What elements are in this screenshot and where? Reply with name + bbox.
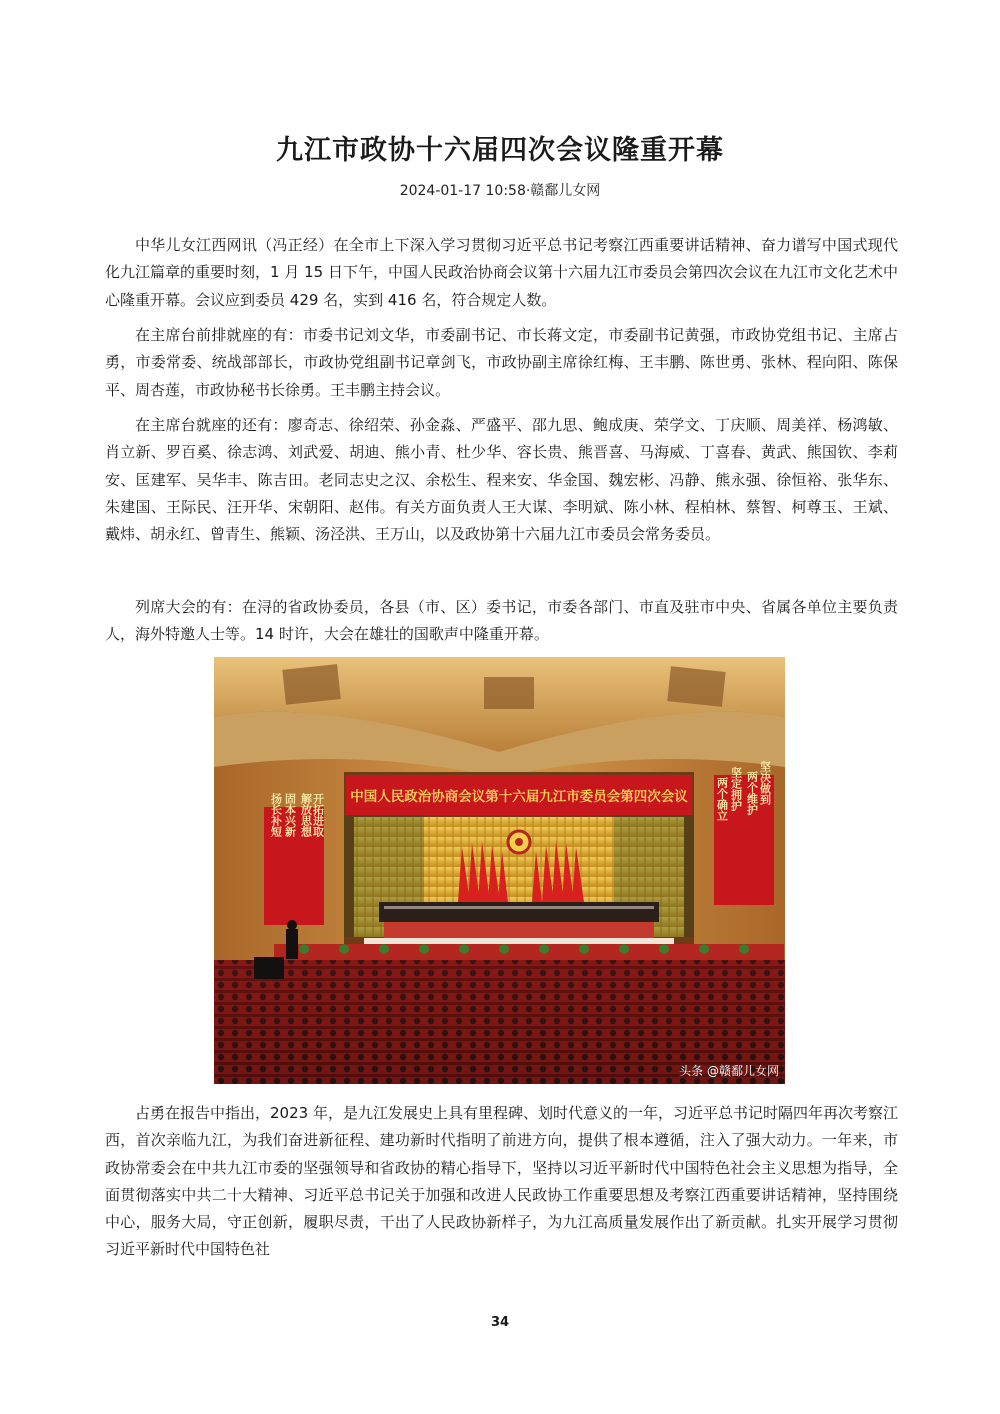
paragraph-attendees: 列席大会的有：在浔的省政协委员，各县（市、区）委书记，市委各部门、市直及驻市中央、省属各单位主要负责人，海外特邀人士等。14 时许，大会在雄壮的国歌声中隆重开幕。 [105, 598, 898, 644]
left-slogan-col1: 扬长补短 [269, 793, 283, 837]
left-slogan-col3: 解放思想 [299, 793, 313, 837]
paragraph-report: 占勇在报告中指出，2023 年，是九江发展史上具有里程碑、划时代意义的一年，习近平总书记时隔四年再次考察江西，首次亲临九江，为我们奋进新征程、建功新时代指明了前进方向，提供了根本遵循，注入了强大动力。一年来，市政协常委会在中共九江市委的坚强领导和省政协的精心指导下，坚持以习近平新时代中国特色社会主义思想为指导，全面贯彻落实中共二十大精神、习近平总书记关于加强和改进人民政协工作重要思想及考察江西重要讲话精神，坚持围绕中心，服务大局，守正创新，履职尽责，干出了人民政协新样子，为九江高质量发展作出了新贡献。扎实开展学习贯彻习近平新时代中国特色社 [105, 1104, 898, 1259]
article-meta: 2024-01-17 10:58·赣鄱儿女网 [399, 183, 601, 199]
right-slogan-col4: 两个确立 [715, 777, 729, 821]
article-title: 九江市政协十六届四次会议隆重开幕 [276, 135, 724, 166]
paragraph-rostrum: 在主席台就座的还有：廖奇志、徐绍荣、孙金淼、严盛平、邵九思、鲍成庚、荣学文、丁庆顺、周美祥、杨鸿敏、肖立新、罗百奚、徐志鸿、刘武爱、胡迪、熊小青、杜少华、容长贵、熊晋喜、马海威、丁喜春、黄武、熊国钦、李莉安、匡建军、吴华丰、陈吉田。老同志史之汉、余松生、程来安、华金国、魏宏彬、冯静、熊永强、徐恒裕、张华东、朱建国、王际民、汪开华、宋朝阳、赵伟。有关方面负责人王大谋、李明斌、陈小林、程柏林、蔡智、柯尊玉、王斌、戴炜、胡永红、曾青生、熊颖、汤泾洪、王万山，以及政协第十六届九江市委员会常务委员。 [105, 416, 898, 544]
conference-hall-photo [214, 657, 785, 1084]
paragraph-intro: 中华儿女江西网讯（冯正经）在全市上下深入学习贯彻习近平总书记考察江西重要讲话精神、奋力谱写中国式现代化九江篇章的重要时刻，1 月 15 日下午，中国人民政治协商会议第十六届九江市委员会第四次会议在九江市文化艺术中心隆重开幕。会议应到委员 429 名，实到 416 名，符合规定人数。 [105, 236, 898, 309]
right-slogan-col2: 两个维护 [745, 771, 759, 815]
left-slogan-col4: 开拓进取 [311, 793, 325, 837]
right-slogan-col1: 坚决做到 [758, 761, 772, 805]
stage-banner-text: 中国人民政治协商会议第十六届九江市委员会第四次会议 [350, 789, 688, 805]
photo-watermark: 头条 @赣鄱儿女网 [679, 1064, 779, 1078]
page-number: 34 [490, 1315, 510, 1330]
paragraph-front-row: 在主席台前排就座的有：市委书记刘文华，市委副书记、市长蒋文定，市委副书记黄强，市政协党组书记、主席占勇，市委常委、统战部部长，市政协党组副书记章剑飞，市政协副主席徐红梅、王丰鹏、陈世勇、张林、程向阳、陈保平、周杏莲，市政协秘书长徐勇。王丰鹏主持会议。 [105, 326, 898, 399]
left-slogan-col2: 固本兴新 [283, 793, 297, 837]
right-slogan-col3: 坚定拥护 [729, 767, 743, 811]
